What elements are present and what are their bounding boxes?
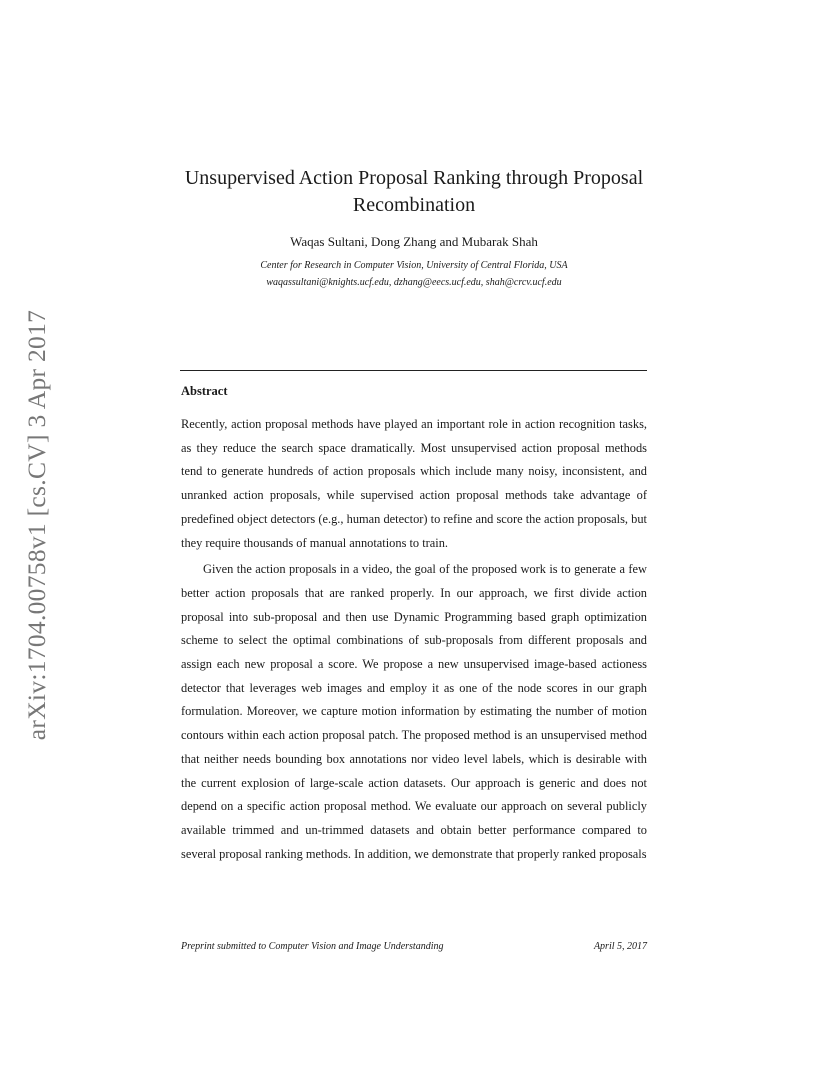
abstract-divider [180,370,647,371]
author-emails: waqassultani@knights.ucf.edu, dzhang@eecs.ucf.edu, shah@crcv.ucf.edu [266,277,562,288]
arxiv-stamp [20,290,54,760]
preprint-date: April 5, 2017 [593,941,647,952]
abstract-paragraph-1: Recently, action proposal methods have played an important role in action recognition tasks, as they reduce the search space dramatically. Most unsupervised action proposal methods tend to generate hundreds of action proposals which include many noisy, inconsistent, and unranked action proposals, while supervised action proposal methods take advantage of predefined object detectors (e.g., human detector) to refine and score the action proposals, but they require thousands of manual annotations to train. [181,417,647,550]
arxiv-stamp-text: arXiv:1704.00758v1 [cs.CV] 3 Apr 2017 [22,309,51,741]
preprint-note: Preprint submitted to Computer Vision and Image Understanding [181,941,444,952]
author-list: Waqas Sultani, Dong Zhang and Mubarak Shah [290,234,538,249]
abstract-paragraph-2: Given the action proposals in a video, the goal of the proposed work is to generate a few better action proposals that are ranked properly. In our approach, we first divide action proposal into sub-proposal and then use Dynamic Programming based graph optimization scheme to select the optimal combinations of sub-proposals from different proposals and assign each new proposal a score. We propose a new unsupervised image-based actioness detector that leverages web images and employ it as one of the node scores in our graph formulation. Moreover, we capture motion information by estimating the number of motion contours within each action proposal patch. The proposed method is an unsupervised method that neither needs bounding box annotations nor video level labels, which is desirable with the current explosion of large-scale action datasets. Our approach is generic and does not depend on a specific action proposal method. We evaluate our approach on several publicly available trimmed and un-trimmed datasets and obtain better performance compared to several proposal ranking methods. In addition, we demonstrate that properly ranked proposals [181,562,647,861]
paper-title: Unsupervised Action Proposal Ranking through Proposal Recombination [184,167,644,216]
abstract-body [181,413,647,866]
affiliation: Center for Research in Computer Vision, University of Central Florida, USA [260,260,568,271]
abstract-heading: Abstract [181,384,228,398]
